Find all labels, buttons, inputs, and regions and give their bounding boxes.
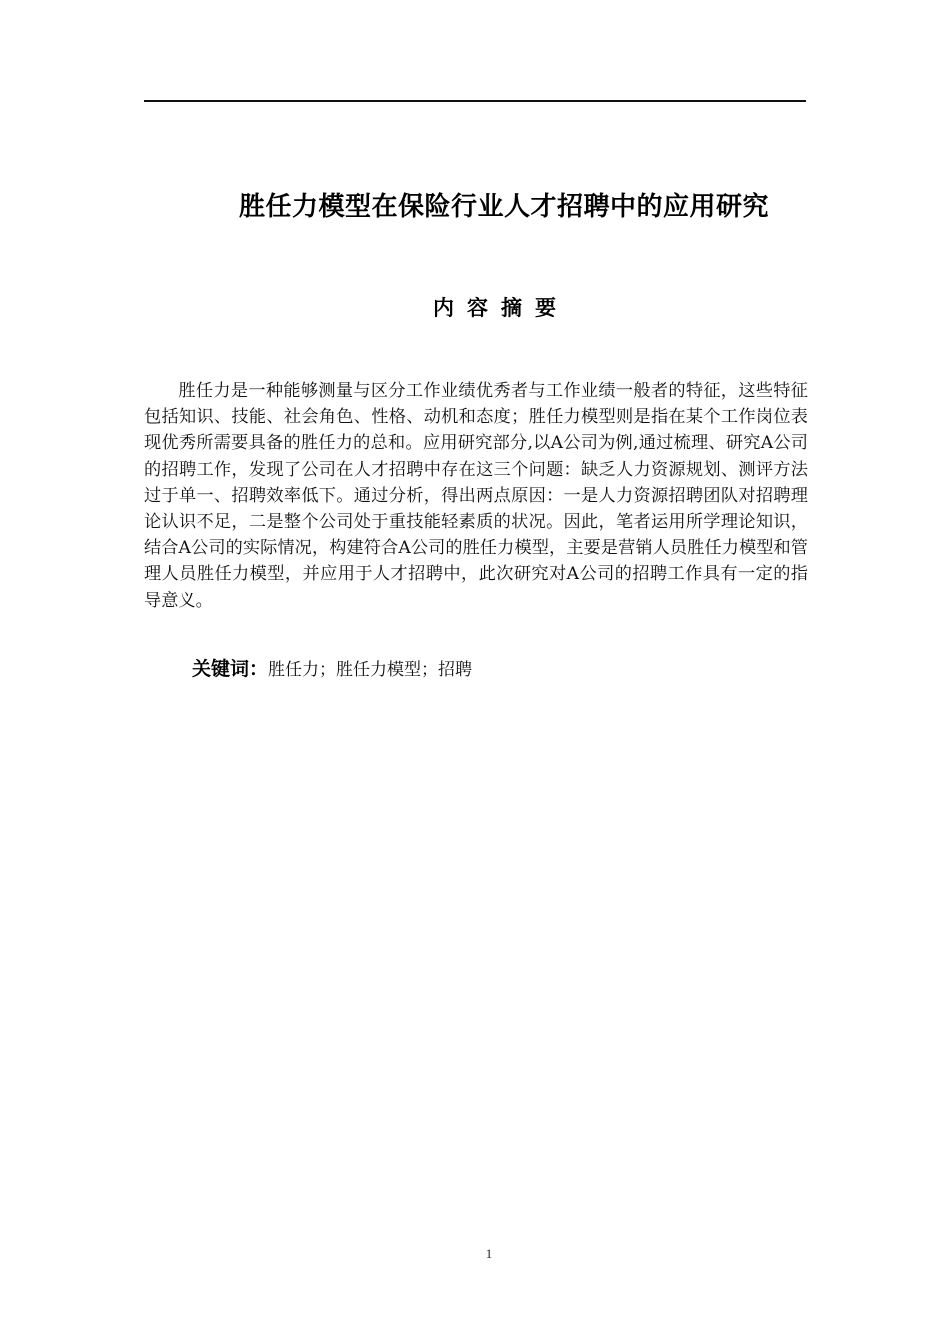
keywords-label: 关键词：	[192, 658, 269, 680]
abstract-body	[144, 378, 808, 614]
keywords-line	[192, 654, 792, 681]
keywords-value: 胜任力；胜任力模型；招聘	[268, 660, 473, 680]
abstract-paragraph: 胜任力是一种能够测量与区分工作业绩优秀者与工作业绩一般者的特征，这些特征包括知识、技能、社会角色、性格、动机和态度；胜任力模型则是指在某个工作岗位表现优秀所需要具备的胜任力的总和。应用研究部分,以A公司为例,通过梳理、研究A公司的招聘工作，发现了公司在人才招聘中存在这三个问题：缺乏人力资源规划、测评方法过于单一、招聘效率低下。通过分析，得出两点原因：一是人力资源招聘团队对招聘理论认识不足，二是整个公司处于重技能轻素质的状况。因此，笔者运用所学理论知识，结合A公司的实际情况，构建符合A公司的胜任力模型，主要是营销人员胜任力模型和管理人员胜任力模型，并应用于人才招聘中，此次研究对A公司的招聘工作具有一定的指导意义。	[144, 381, 808, 611]
abstract-heading: 内容摘要	[433, 296, 569, 320]
document-title: 胜任力模型在保险行业人才招聘中的应用研究	[238, 192, 769, 222]
page-number: 1	[485, 1246, 493, 1261]
header-rule	[144, 100, 806, 102]
